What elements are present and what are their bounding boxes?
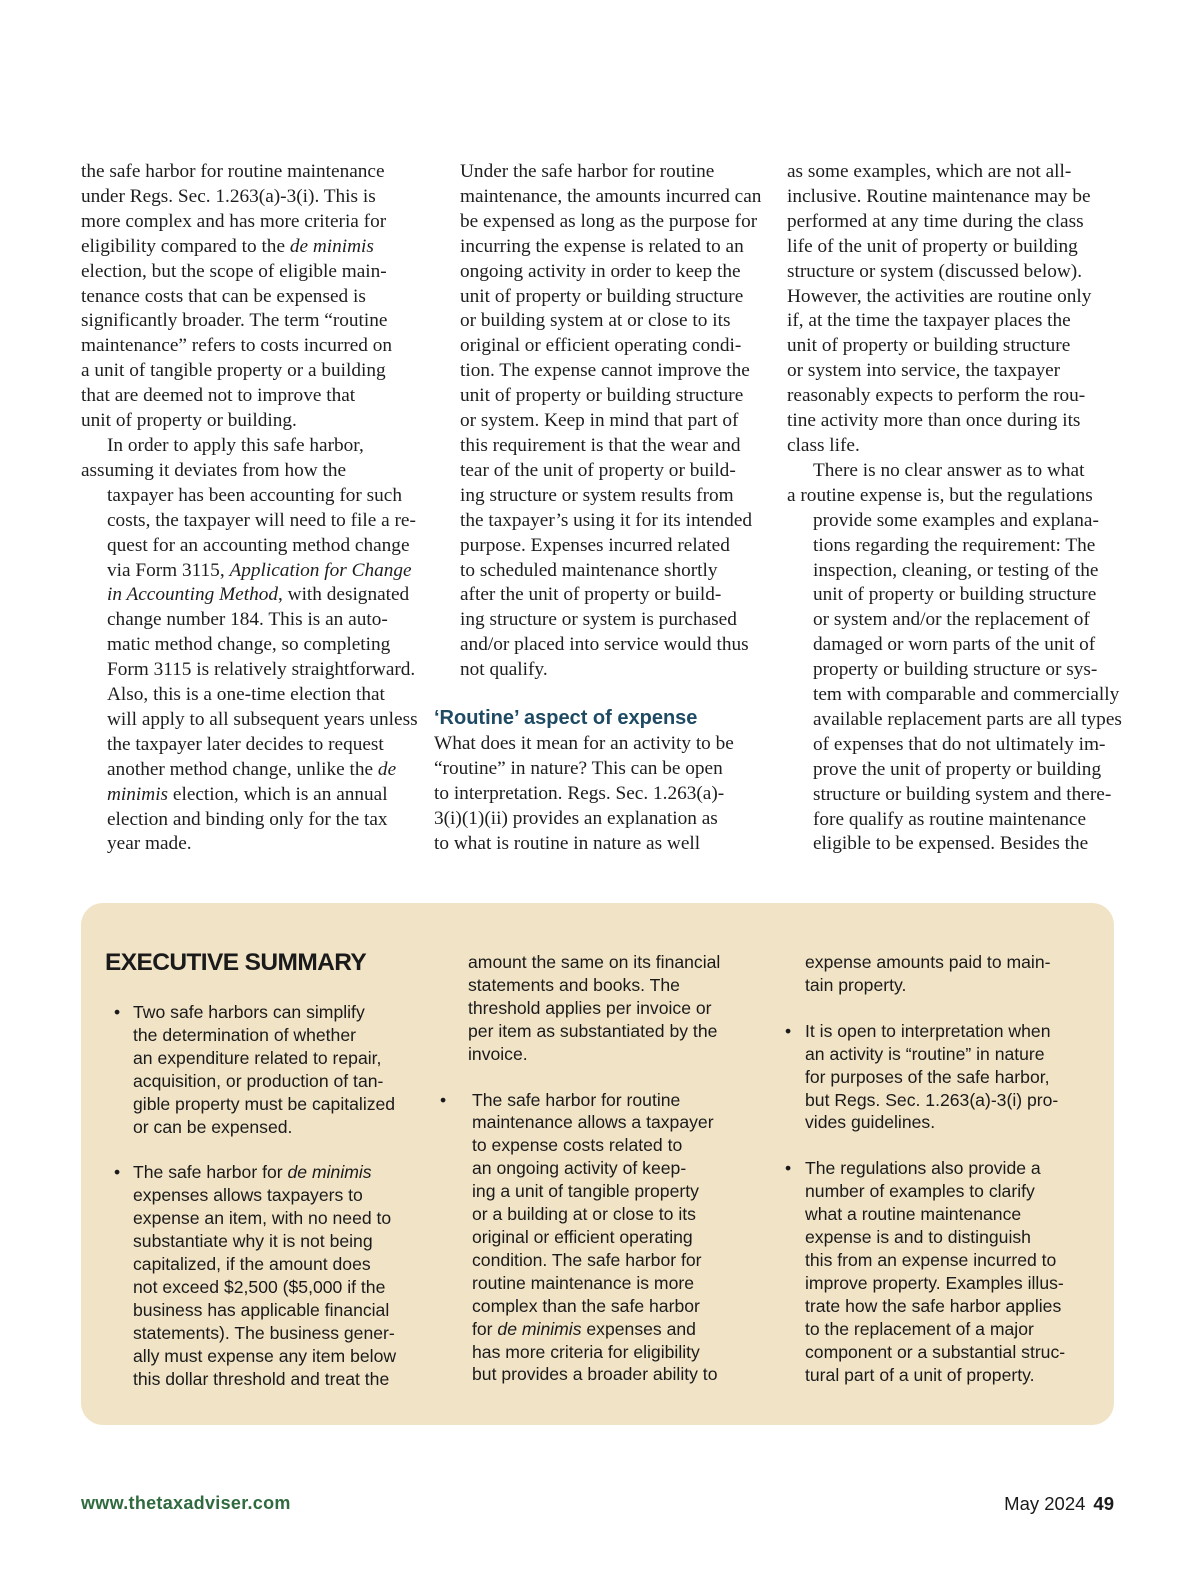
bullet-icon: •: [785, 1020, 792, 1041]
bullet-icon: •: [114, 1002, 121, 1022]
paragraph: Under the safe harbor for routine maintenance, the amounts incurred can be expensed as long as the purpose for incurring the expense is related to an ongoing activity in order to keep the unit of property or building structure or building system at or close to its original or efficient operating condi- tion. The expense cannot improve the unit of property or building structure or system. Keep in mind that part of this requirement is that the wear and tear of the unit of property or build- ing structure or system results from the taxpayer’s using it for its intended purpose. Expenses incurred related to scheduled maintenance shortly after the unit of property or build- ing structure or system is purchased and/or placed into service would thus not qualify.: [460, 161, 762, 681]
paragraph: What does it mean for an activity to be “routine” in nature? This can be open to interpretation. Regs. Sec. 1.263(a)- 3(i)(1)(ii) provides an explanation as to what is routine in nature as well: [434, 733, 734, 854]
summary-column-1: [105, 949, 415, 1414]
bullet-icon: •: [440, 1089, 447, 1110]
summary-bullet: • The regulations also provide a number of examples to clarify what a routine maintenance expense is and to distinguish this from an expense incurred to improve property. Examples illus- trate how the safe harbor applies to the replacement of a major component or a substantial struc- tural part of a unit of property.: [785, 1158, 1066, 1385]
bullet-icon: •: [114, 1162, 121, 1183]
page-number: 49: [1093, 1493, 1114, 1514]
paragraph: In order to apply this safe harbor, assuming it deviates from how the taxpayer has been accounting for such costs, the taxpayer will need to file a re- quest for an accounting method change via Form 3115, Application for Change in Accounting Method, with designated change number 184. This is an auto- matic method change, so completing Form 3115 is relatively straightforward. Also, this is a one-time election that will apply to all subsequent years unless the taxpayer later decides to request another method change, unlike the de minimis election, which is an annual election and binding only for the tax year made.: [81, 434, 418, 855]
bullet-icon: •: [785, 1158, 792, 1179]
paragraph: as some examples, which are not all- inclusive. Routine maintenance may be performed at any time during the class life of the unit of property or building structure or system (discussed below). However, the activities are routine only if, at the time the taxpayer places the unit of property or building structure or system into service, the taxpayer reasonably expects to perform the rou- tine activity more than once during its class life.: [787, 161, 1092, 456]
paragraph: There is no clear answer as to what a routine expense is, but the regulations provide some examples and explana- tions regarding the requirement: The inspection, cleaning, or testing of the unit of property or building structure or system and/or the replacement of damaged or worn parts of the unit of property or building structure or sys- tem with comparable and commercially available replacement parts are all types of expenses that do not ultimately im- prove the unit of property or building structure or building system and there- fore qualify as routine maintenance eligible to be expensed. Besides the: [787, 459, 1122, 855]
summary-title: EXECUTIVE SUMMARY: [105, 949, 367, 976]
summary-bullet: • The safe harbor for de minimis expenses allows taxpayers to expense an item, with no need to substantiate why it is not being capitalized, if the amount does not exceed $2,500 ($5,000 if the business has applicable financial statements). The business gener- ally must expense any item below this dollar threshold and treat the: [114, 1162, 397, 1389]
article-column-3: [787, 160, 1122, 857]
issue-date: May 2024: [1004, 1493, 1086, 1514]
footer-website-url: www.thetaxadviser.com: [81, 1493, 291, 1513]
summary-bullet: • It is open to interpretation when an activity is “routine” in nature for purposes of the safe harbor, but Regs. Sec. 1.263(a)-3(i) pro- vides guidelines.: [785, 1020, 1059, 1133]
paragraph: the safe harbor for routine maintenance under Regs. Sec. 1.263(a)-3(i). This is more complex and has more criteria for eligibility compared to the de minimis election, but the scope of eligible main- tenance costs that can be expensed is significantly broader. The term “routine maintenance” refers to costs incurred on a unit of tangible property or a building that are deemed not to improve that unit of property or building.: [81, 161, 393, 432]
summary-column-2: [440, 951, 754, 1409]
summary-column-3: [781, 951, 1091, 1409]
executive-summary-box: [81, 903, 1114, 1425]
article-column-2: [434, 160, 764, 857]
footer-date-page: [1004, 1493, 1114, 1515]
article-column-1: [81, 160, 418, 857]
section-subheading: ‘Routine’ aspect of expense: [434, 707, 698, 730]
summary-bullet-continued: amount the same on its financial statements and books. The threshold applies per invoice or per item as substantiated by the invoice.: [468, 952, 721, 1064]
summary-bullet-continued: expense amounts paid to main- tain property.: [805, 952, 1051, 995]
summary-bullet: • The safe harbor for routine maintenance allows a taxpayer to expense costs related to an ongoing activity of keep- ing a unit of tangible property or a building at or close to its original or efficient operating condition. The safe harbor for routine maintenance is more complex than the safe harbor for de minimis expenses and has more criteria for eligibility but provides a broader ability to: [440, 1089, 718, 1385]
summary-bullet: • Two safe harbors can simplify the determination of whether an expenditure related to repair, acquisition, or production of tan- gible property must be capitalized or can be expensed.: [114, 1002, 396, 1137]
